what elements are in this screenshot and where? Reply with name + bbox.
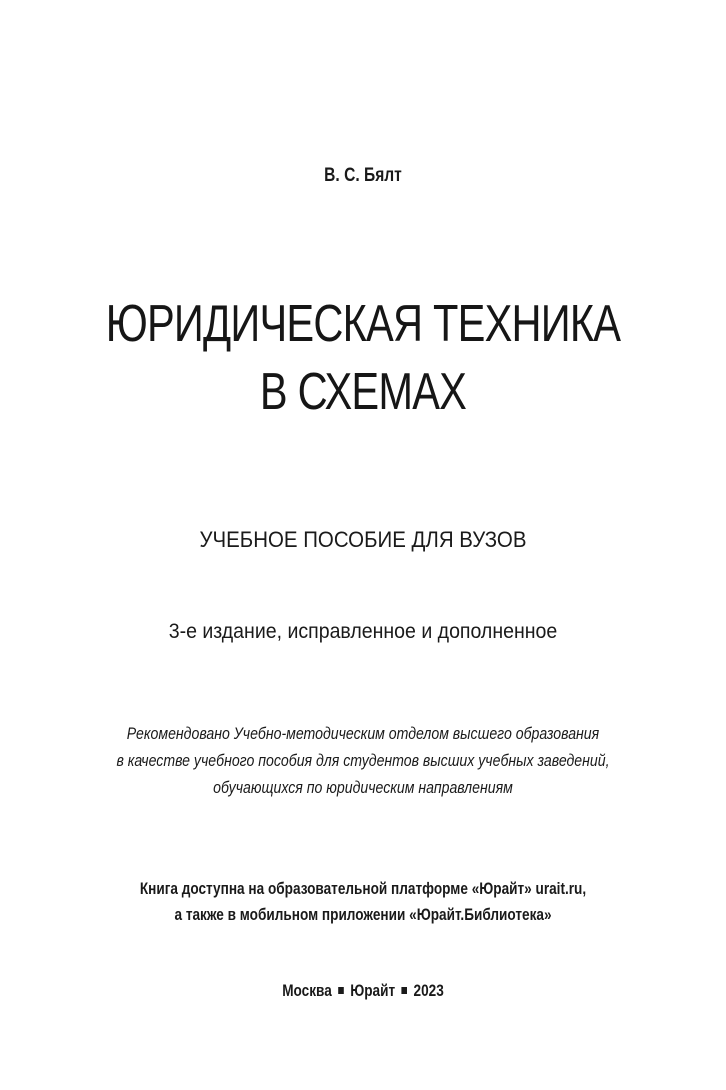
availability-note xyxy=(73,876,654,928)
availability-line-2: а также в мобильном приложении «Юрайт.Библиотека» xyxy=(174,905,552,924)
recommendation-line-2: в качестве учебного пособия для студентов высших учебных заведений, xyxy=(116,751,610,770)
recommendation-line-1: Рекомендовано Учебно-методическим отделом высшего образования xyxy=(126,724,600,743)
author-name: В. С. Бялт xyxy=(324,165,402,186)
square-separator-icon xyxy=(402,987,408,994)
availability-line-1: Книга доступна на образовательной платформе «Юрайт» urait.ru, xyxy=(139,879,587,898)
imprint-city: Москва xyxy=(282,981,332,1000)
book-title xyxy=(73,290,654,426)
recommendation-note xyxy=(62,720,665,801)
square-separator-icon xyxy=(338,987,344,994)
book-subtitle: УЧЕБНОЕ ПОСОБИЕ ДЛЯ ВУЗОВ xyxy=(199,527,527,552)
book-title-line-2: В СХЕМАХ xyxy=(259,363,467,421)
recommendation-line-3: обучающихся по юридическим направлениям xyxy=(213,778,513,797)
imprint-publisher: Юрайт xyxy=(350,981,396,1000)
imprint-line xyxy=(73,978,654,1004)
imprint-year: 2023 xyxy=(413,981,444,1000)
book-title-line-1: ЮРИДИЧЕСКАЯ ТЕХНИКА xyxy=(105,295,621,353)
edition-note: 3-е издание, исправленное и дополненное xyxy=(168,620,558,643)
